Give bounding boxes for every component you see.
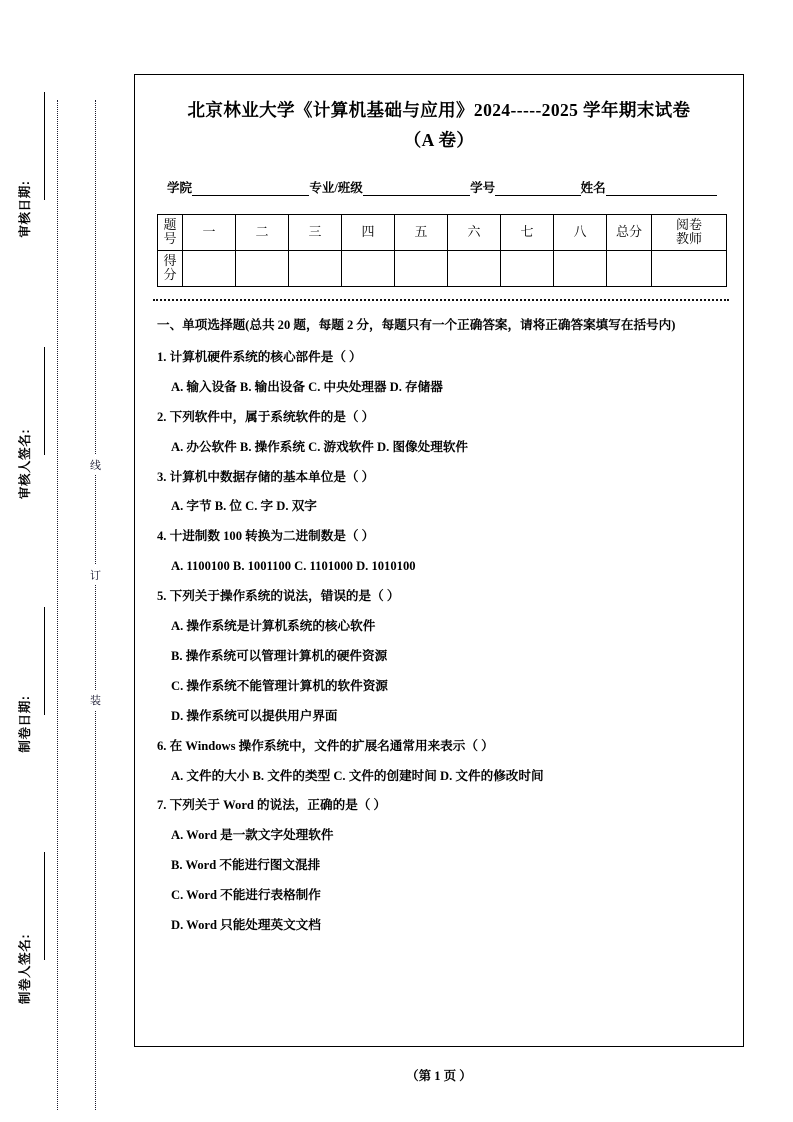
dotted-divider-inner [95,100,96,1110]
fold-mark-1: 线 [87,455,104,475]
question-block [157,587,721,725]
score-table [157,214,727,287]
page-title: 北京林业大学《计算机基础与应用》2024-----2025 学年期末试卷 [187,100,691,120]
questions-host [157,348,721,935]
dotted-divider-outer [57,100,58,1110]
college-blank[interactable] [192,182,309,196]
question-stem: 2. 下列软件中，属于系统软件的是（ ） [157,409,375,424]
class-label: 专业/班级 [309,180,363,195]
question-stem: 7. 下列关于 Word 的说法，正确的是（ ） [157,798,387,813]
score-cell-5[interactable] [395,250,448,286]
student-name-blank[interactable] [606,182,717,196]
question-option[interactable]: C. 操作系统不能管理计算机的软件资源 [171,678,388,693]
row-header-score [158,250,183,286]
score-cell-total[interactable] [607,250,652,286]
fold-mark-2: 订 [87,565,104,585]
margin-label-rule-4 [44,852,45,960]
grader-label-bottom: 教师 [675,231,702,247]
column-header-7: 七 [501,214,554,250]
grader-label-top: 阅卷 [675,216,702,232]
question-stem: 6. 在 Windows 操作系统中，文件的扩展名通常用来表示（ ） [157,738,494,753]
section-instruction: 一、单项选择题(总共 20 题，每题 2 分，每题只有一个正确答案，请将正确答案填写在括号内) [157,317,676,332]
question-option[interactable]: D. 操作系统可以提供用户界面 [171,708,338,723]
question-stem: 1. 计算机硬件系统的核心部件是（ ） [157,350,362,365]
student-id-label: 学号 [470,180,496,195]
question-stem: 5. 下列关于操作系统的说法，错误的是（ ） [157,589,400,604]
question-option[interactable]: C. Word 不能进行表格制作 [171,888,321,903]
column-header-5: 五 [395,214,448,250]
score-cell-7[interactable] [501,250,554,286]
table-row-question-numbers [158,214,727,250]
margin-label-text-4: 制卷人签名: [18,933,32,1005]
margin-label-text-3: 制卷日期: [18,695,32,753]
column-header-4: 四 [342,214,395,250]
left-margin-strip [0,0,130,1122]
college-label: 学院 [167,180,193,195]
column-header-total: 总分 [607,214,652,250]
question-options-inline[interactable]: A. 1100100 B. 1001100 C. 1101000 D. 1010100 [171,559,416,574]
question-block [157,348,721,397]
student-id-blank[interactable] [495,182,580,196]
question-options-inline[interactable]: A. 文件的大小 B. 文件的类型 C. 文件的创建时间 D. 文件的修改时间 [171,768,544,783]
fold-mark-3: 装 [87,690,104,710]
margin-label-rule-3 [44,607,45,715]
class-blank[interactable] [363,182,470,196]
column-header-3: 三 [289,214,342,250]
score-cell-3[interactable] [289,250,342,286]
page-number-footer: （第 1 页 ） [406,1069,472,1083]
row-header-char-top: 题 [163,216,177,232]
score-cell-grader[interactable] [652,250,727,286]
page-subtitle: （A 卷） [403,129,475,150]
question-block [157,796,721,934]
student-info-line [167,178,717,196]
row-header-char-bottom: 号 [163,231,177,247]
question-option[interactable]: A. 操作系统是计算机系统的核心软件 [171,619,376,634]
exam-page-frame [134,74,744,1047]
score-label-top: 得 [163,252,177,268]
table-row-scores [158,250,727,286]
column-header-2: 二 [236,214,289,250]
question-options-inline[interactable]: A. 字节 B. 位 C. 字 D. 双字 [171,499,317,514]
section-divider [153,299,729,301]
score-cell-8[interactable] [554,250,607,286]
question-block [157,408,721,457]
score-cell-6[interactable] [448,250,501,286]
column-header-1: 一 [183,214,236,250]
score-label-bottom: 分 [163,267,177,283]
row-header-question-number [158,214,183,250]
margin-label-text-1: 审核日期: [18,180,32,238]
question-stem: 3. 计算机中数据存储的基本单位是（ ） [157,469,375,484]
margin-label-rule-1 [44,92,45,200]
question-block [157,737,721,786]
question-option[interactable]: D. Word 只能处理英文文档 [171,917,321,932]
column-header-8: 八 [554,214,607,250]
column-header-6: 六 [448,214,501,250]
question-stem: 4. 十进制数 100 转换为二进制数是（ ） [157,529,375,544]
student-name-label: 姓名 [580,180,606,195]
column-header-grader [652,214,727,250]
question-option[interactable]: B. 操作系统可以管理计算机的硬件资源 [171,648,388,663]
margin-label-rule-2 [44,347,45,455]
score-table-container [157,214,727,287]
margin-label-text-2: 审核人签名: [18,428,32,500]
score-cell-2[interactable] [236,250,289,286]
question-block [157,527,721,576]
question-option[interactable]: B. Word 不能进行图文混排 [171,858,321,873]
question-option[interactable]: A. Word 是一款文字处理软件 [171,828,334,843]
question-options-inline[interactable]: A. 办公软件 B. 操作系统 C. 游戏软件 D. 图像处理软件 [171,439,469,454]
score-cell-1[interactable] [183,250,236,286]
question-body [157,315,721,935]
question-block [157,468,721,517]
question-options-inline[interactable]: A. 输入设备 B. 输出设备 C. 中央处理器 D. 存储器 [171,379,443,394]
score-cell-4[interactable] [342,250,395,286]
